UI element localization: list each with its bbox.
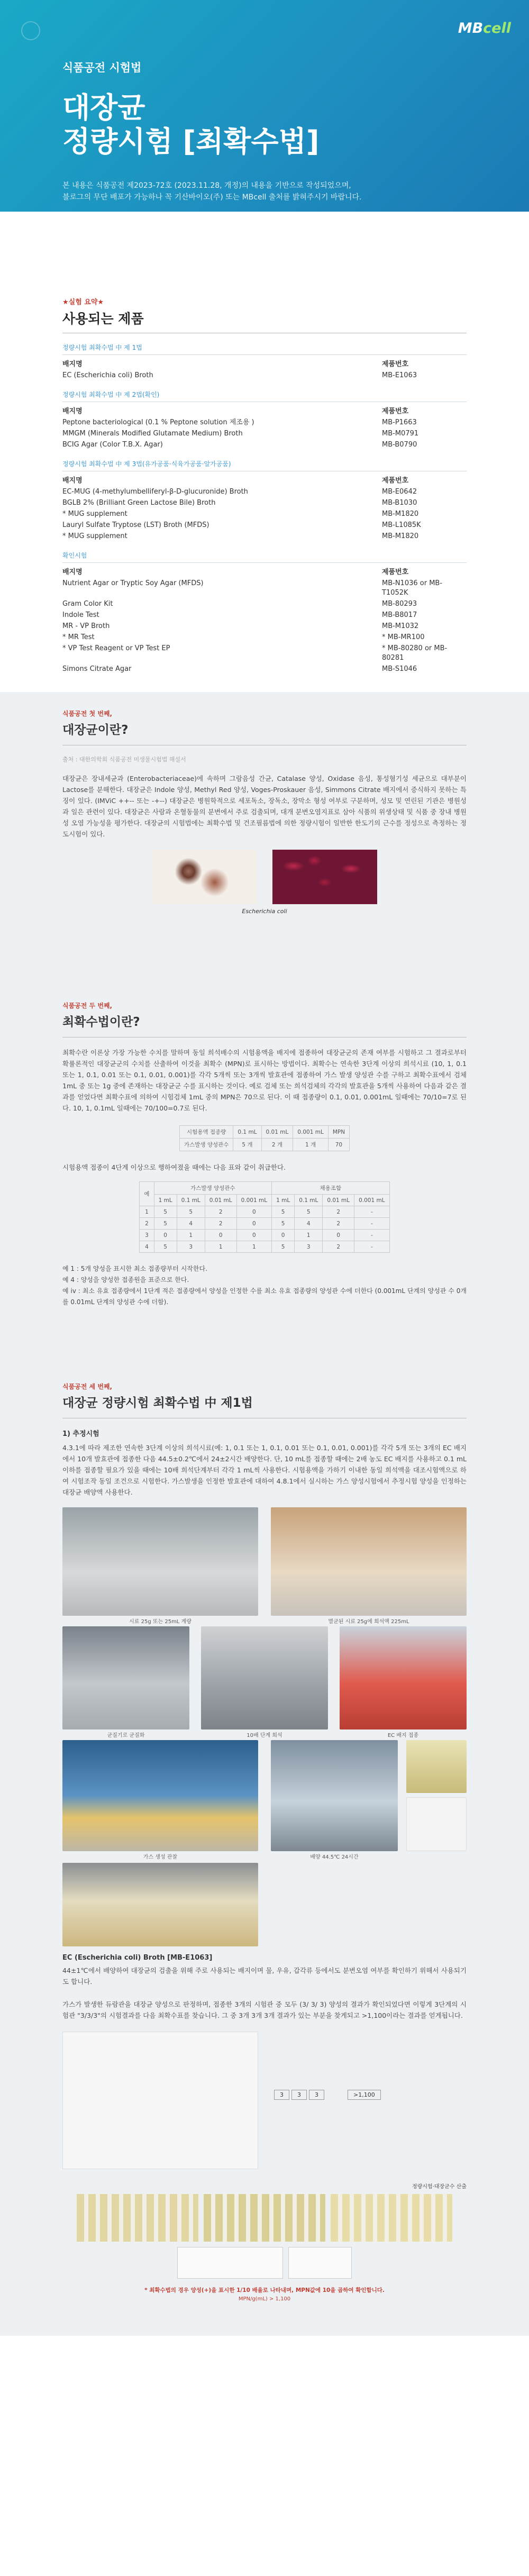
table-cell: - <box>354 1206 389 1218</box>
col-header-medium: 배지명 <box>62 568 83 576</box>
product-name: Indole Test <box>62 611 99 619</box>
s3-kicker: 식품공전 세 번째, <box>62 1383 113 1390</box>
product-name: Gram Color Kit <box>62 600 113 608</box>
table-subheader-cell: 0.1 mL <box>295 1195 323 1206</box>
table-cell: 4 <box>295 1218 323 1230</box>
photo-label: 가스 생성 관찰 <box>143 1854 178 1860</box>
product-name: * MUG supplement <box>62 532 127 540</box>
table-cell: 5 개 <box>233 1139 261 1151</box>
product-name: BGLB 2% (Brilliant Green Lactose Bile) Broth <box>62 499 216 507</box>
table-cell: 0 <box>236 1206 271 1218</box>
product-code: MB-M1820 <box>382 510 419 518</box>
product-name: BCIG Agar (Color T.B.X. Agar) <box>62 441 163 449</box>
product-row <box>62 440 467 450</box>
product-name: * MR Test <box>62 633 95 641</box>
mpn-table-image <box>62 2032 258 2169</box>
procedure-photos <box>62 1507 467 1946</box>
product-name: MMGM (Minerals Modified Glutamate Medium) Broth <box>62 430 243 438</box>
table-cell: 5 <box>272 1218 295 1230</box>
product-row <box>62 521 467 530</box>
table-row <box>140 1206 389 1218</box>
table-cell: 1 <box>295 1230 323 1241</box>
product-code: MB-B8017 <box>382 611 417 619</box>
col-header-code: 제품번호 <box>382 360 409 368</box>
photo-label: 시료 25g 또는 25mL 계량 <box>129 1619 191 1625</box>
photo-label: 멸균된 시료 25g에 희석액 225mL <box>328 1619 409 1625</box>
table-cell: 0 <box>236 1218 271 1230</box>
product-name: MR - VP Broth <box>62 622 110 630</box>
table-cell: - <box>354 1241 389 1253</box>
s3-body2: 가스가 발생한 듀람관을 대장균 양성으로 판정하며, 접종한 3개의 시험관 중 모두 (3/ 3/ 3) 양성의 결과가 확인되었다면 이렇게 3단계의 시험관 "3/3/3"의 시험결과를 다음 최확수표를 찾습니다. 그 중 3개 3개 3개 결과가 있는 부분을 찾게되고 >1,100이라는 결과를 얻게됩니다. <box>62 2000 467 2019</box>
table-subheader-cell: 0.1 mL <box>177 1195 205 1206</box>
table-cell: 2 <box>205 1218 236 1230</box>
table-header-cell: MPN <box>328 1126 349 1139</box>
photo-dilution <box>271 1507 467 1616</box>
summary-table <box>177 2247 283 2279</box>
table-cell: 2 <box>323 1218 354 1230</box>
ecoli-micrograph-image <box>151 849 257 905</box>
product-row <box>62 371 467 380</box>
section-mpn <box>62 1001 467 1308</box>
product-header-row <box>62 476 467 486</box>
table-cell: 1 <box>177 1230 205 1241</box>
ecoli-stain-image <box>272 849 378 905</box>
table-header-cell: 0.01 mL <box>261 1126 293 1139</box>
photo-incubated-tubes <box>62 1863 258 1946</box>
result-tubes <box>62 2194 467 2242</box>
table-header-cell: 시험용액 접종량 <box>179 1126 233 1139</box>
footnote: * 최확수법의 경우 양성(+)을 표시한 1/10 배율로 나타내며, MPN값에 10을 곱하여 확인합니다. <box>144 2287 385 2293</box>
table-cell: - <box>354 1218 389 1230</box>
product-row <box>62 611 467 620</box>
photo-label: 균질기로 균질화 <box>107 1733 145 1738</box>
decorative-circle <box>21 21 40 40</box>
mpn-multi-table <box>139 1181 389 1253</box>
table-header-cell: 0.1 mL <box>233 1126 261 1139</box>
photo-incubator <box>271 1740 398 1851</box>
col-header-code: 제품번호 <box>382 477 409 485</box>
result-cell: 3 <box>291 2090 307 2100</box>
table-header-cell: 가스발생 양성관수 <box>154 1182 272 1195</box>
table-cell: 1 개 <box>293 1139 328 1151</box>
s2-title: 최확수법이란? <box>62 1015 140 1029</box>
col-header-medium: 배지명 <box>62 360 83 368</box>
product-group-heading: 정량시험 최확수법 中 제 3법(유가공품·식육가공품·알가공품) <box>62 459 467 471</box>
tube-caption: 정량시험·대장균수 산출 <box>412 2184 467 2190</box>
s2-body2: 시험용액 접종이 4단계 이상으로 행하여졌을 때에는 다음 표와 같이 취급한다. <box>62 1163 286 1171</box>
s2-notes <box>62 1263 467 1308</box>
product-group-heading: 정량시험 최확수법 中 제 1법 <box>62 343 467 355</box>
note-line: 예 1 : 5개 양성을 표시한 최소 접종량부터 시작한다. <box>62 1265 207 1272</box>
table-cell: 5 <box>295 1206 323 1218</box>
table-cell: 2 <box>205 1206 236 1218</box>
table-cell: 5 <box>272 1206 295 1218</box>
table-cell: 3 <box>140 1230 154 1241</box>
product-code: MB-N1036 or MB-T1052K <box>382 579 443 597</box>
product-header-row <box>62 360 467 369</box>
product-row <box>62 429 467 439</box>
table-subheader-cell: 0.01 mL <box>205 1195 236 1206</box>
table-cell: 0 <box>272 1230 295 1241</box>
table-row <box>140 1230 389 1241</box>
table-subheader-cell: 0.001 mL <box>236 1195 271 1206</box>
product-name: Peptone bacteriological (0.1 % Peptone solution 제조용 ) <box>62 418 254 426</box>
product-row <box>62 665 467 674</box>
product-row <box>62 418 467 427</box>
table-cell: 1 <box>236 1241 271 1253</box>
product-code: MB-80293 <box>382 600 417 608</box>
photo-tube-rack <box>340 1626 467 1730</box>
product-code: MB-M1032 <box>382 622 419 630</box>
table-subheader-cell: 0.01 mL <box>323 1195 354 1206</box>
note-line: 예 4 : 양성을 양성한 접종원을 표준으로 한다. <box>62 1276 189 1284</box>
table-cell: 1 <box>140 1206 154 1218</box>
step-heading: 1) 추정시험 <box>62 1430 99 1438</box>
product-name: * VP Test Reagent or VP Test EP <box>62 644 170 652</box>
table-cell: 5 <box>272 1241 295 1253</box>
product-name: * MUG supplement <box>62 510 127 518</box>
table-cell: 3 <box>177 1241 205 1253</box>
mpn-lookup <box>62 2032 467 2169</box>
table-subheader-cell: 1 mL <box>272 1195 295 1206</box>
hero-banner <box>0 0 529 212</box>
result-cell: 3 <box>274 2090 289 2100</box>
mbcell-logo: MBcell <box>458 20 511 37</box>
hero-description: 본 내용은 식품공전 제2023-72호 (2023.11.28, 개정)의 내용을 기반으로 작성되었으며, 블로그의 무단 배포가 가능하나 꼭 기산바이오(주) 또는 MBcell 출처를 밝혀주시기 바랍니다. <box>62 181 362 202</box>
hero-title: 대장균 정량시험 [최확수법] <box>62 91 320 158</box>
product-group-heading: 정량시험 최확수법 中 제 2법(확인) <box>62 390 467 402</box>
table-cell: 5 <box>154 1206 177 1218</box>
product-group <box>62 551 467 674</box>
product-row <box>62 633 467 642</box>
product-code: MB-E0642 <box>382 488 417 496</box>
products-section <box>0 296 529 674</box>
product-name: EC (Escherichia coli) Broth <box>62 371 153 379</box>
photo-label: 배양 44.5℃ 24시간 <box>310 1854 359 1860</box>
col-header-medium: 배지명 <box>62 407 83 415</box>
table-cell: 2 개 <box>261 1139 293 1151</box>
col-header-medium: 배지명 <box>62 477 83 485</box>
product-code: MB-B1030 <box>382 499 417 507</box>
product-code: MB-S1046 <box>382 665 417 673</box>
content-area <box>0 692 529 2336</box>
table-header-cell: 예 <box>140 1182 154 1206</box>
table-header-cell: 0.001 mL <box>293 1126 328 1139</box>
section-method1 <box>62 1382 467 2302</box>
table-cell: 0 <box>323 1230 354 1241</box>
table-row <box>140 1241 389 1253</box>
product-code: MB-B0790 <box>382 441 417 449</box>
result-mpn: >1,100 <box>348 2090 381 2100</box>
product-code: MB-P1663 <box>382 418 417 426</box>
s1-body: 대장균은 장내세균과 (Enterobacteriaceae)에 속하며 그람음성 간균, Catalase 양성, Oxidase 음성, 통성혐기성 세균으로 대부분이 Lactose를 분해한다. 대장균은 Indole 양성, Methyl Red 양성, Voges-Proskauer 음성, Simmons Citrate 배지에서 증식하지 못하는 특징이 있다. (IMViC ++-- 또는 -+--) 대장균은 병원학적으로 세포독소, 장독소, 장막소 형성 여부로 구분하며, 성모 및 연린된 기관은 병원성과 일은 관련이 있다. 대장균은 사람과 온혈동물의 분변에서 주로 검출되며, 대개 분변오염지표로 삼아 식품의 위생상태 및 식품 중 장내 병원성 오염 가능성을 평가한다. 대장균의 시험법에는 최확수법 및 건조필름법에 의한 정량시험이 일반한 한도기의 근수를 정성으로 측정하는 정도시험이 있다. <box>62 775 467 838</box>
figure-caption: Escherichia coli <box>242 908 287 915</box>
product-header-row <box>62 407 467 416</box>
table-subheader-cell: 1 mL <box>154 1195 177 1206</box>
product-name: Lauryl Sulfate Tryptose (LST) Broth (MFDS) <box>62 521 209 529</box>
product-name: Simons Citrate Agar <box>62 665 132 673</box>
product-code: * MB-80280 or MB-80281 <box>382 644 448 662</box>
tube-row-image <box>331 2194 452 2242</box>
table-cell: 가스발생 양성관수 <box>179 1139 233 1151</box>
hero-category: 식품공전 시험법 <box>62 61 142 74</box>
col-header-code: 제품번호 <box>382 568 409 576</box>
table-cell: 0 <box>205 1230 236 1241</box>
product-row <box>62 622 467 631</box>
table-cell: 1 <box>205 1241 236 1253</box>
photo-tubes-result <box>406 1740 467 1793</box>
table-cell: 4 <box>140 1241 154 1253</box>
product-code: MB-M0791 <box>382 430 419 438</box>
table-cell: 5 <box>154 1218 177 1230</box>
summary-table <box>288 2247 352 2279</box>
product-title: EC (Escherichia coli) Broth [MB-E1063] <box>62 1954 213 1962</box>
table-cell: 0 <box>154 1230 177 1241</box>
photo-stomacher <box>62 1626 189 1730</box>
product-groups <box>62 343 467 674</box>
products-kicker: ★실험 요약★ <box>62 298 104 306</box>
result-summary <box>62 2247 467 2279</box>
product-group <box>62 390 467 450</box>
photo-weighing <box>62 1507 258 1616</box>
table-cell: 5 <box>154 1241 177 1253</box>
table-cell: 2 <box>140 1218 154 1230</box>
table-row <box>140 1218 389 1230</box>
tube-row-image <box>204 2194 325 2242</box>
s3-title: 대장균 정량시험 최확수법 中 제1법 <box>62 1396 253 1410</box>
photo-label: 10배 단계 희석 <box>247 1733 282 1738</box>
table-cell: - <box>354 1230 389 1241</box>
table-cell: 70 <box>328 1139 349 1151</box>
s3-body: 4.3.1에 따라 제조한 연속한 3단계 이상의 희석시료(예: 1, 0.1 또는 1, 0.1, 0.01 또는 0.1, 0.01, 0.001)를 각각 5개 또는 3개의 EC 배지에서 10개 발효관에 접종한 다음 44.5±0.2℃에서 24±2시간 배양한다. 단, 10 mL를 접종할 때에는 2배 농도 EC 배지를 사용하고 0.1 mL 이하를 접종할 필요가 있을 때에는 10배 희석단계부터 각각 1 mL씩 사용한다. 시험용액을 가하기 이내한 동일 희석액을 대조시험액으로 하여 시험조작 동일 조건으로 시험한다. 가스발생을 인정한 발효관에 대하여 4.8.1에서 실시하는 가스 양성시험에서 추정시험 양성을 인정하는 대장균 배양액 사용한다. <box>62 1444 467 1496</box>
col-header-code: 제품번호 <box>382 407 409 415</box>
mpn-result-row <box>274 2090 381 2100</box>
table-header-cell: 채용조합 <box>272 1182 390 1195</box>
product-code: * MB-MR100 <box>382 633 425 641</box>
result-cell: 3 <box>309 2090 324 2100</box>
s1-title: 대장균이란? <box>62 723 129 737</box>
table-cell: 2 <box>323 1206 354 1218</box>
table-cell: 5 <box>177 1206 205 1218</box>
product-row <box>62 487 467 497</box>
product-code: MB-L1085K <box>382 521 421 529</box>
photo-inoculation <box>62 1740 258 1851</box>
mpn-example-table <box>179 1125 350 1151</box>
product-row <box>62 532 467 541</box>
table-cell: 4 <box>177 1218 205 1230</box>
product-header-row <box>62 568 467 577</box>
table-cell: 0 <box>236 1230 271 1241</box>
note-line: 예 iv : 최소 유효 접종량에서 1단계 적은 접종량에서 양성을 인정한 수를 최소 유효 접종량의 양성관 수에 더한다 (0.001mL 단계의 양성관 수 0개를 0.01mL 단계의 양성관 수에 더함). <box>62 1287 467 1306</box>
photo-mpn-chart <box>406 1797 467 1851</box>
footnote-result: MPN/g(mL) > 1,100 <box>238 2296 291 2302</box>
product-group <box>62 343 467 380</box>
product-row <box>62 509 467 519</box>
product-row <box>62 644 467 663</box>
product-row <box>62 498 467 508</box>
tube-row-image <box>77 2194 198 2242</box>
product-group <box>62 459 467 541</box>
product-row <box>62 579 467 598</box>
s1-source-note: 출처 : 대한의학회 식품공전 미생물시험법 해설서 <box>62 756 186 763</box>
s1-kicker: 식품공전 첫 번째, <box>62 710 113 717</box>
s2-kicker: 식품공전 두 번째, <box>62 1002 113 1009</box>
product-name: EC-MUG (4-methylumbelliferyl-β-D-glucuronide) Broth <box>62 488 248 496</box>
photo-label: EC 배지 접종 <box>387 1733 419 1738</box>
table-cell: 3 <box>295 1241 323 1253</box>
product-group-heading: 확인시험 <box>62 551 467 563</box>
products-title: 사용되는 제품 <box>62 311 144 326</box>
product-code: MB-M1820 <box>382 532 419 540</box>
s2-body: 최확수란 이론상 가장 가능한 수치를 말하며 동일 희석배수의 시험용액을 배지에 접종하여 대장균군의 존재 여부를 시험하고 그 결과로부터 확률론적인 대장균군의 수치를 산출하여 이것을 최확수 (MPN)로 표시하는 방법이다. 최확수는 연속한 3단계 이상의 희석시료 (10, 1, 0.1 또는 1, 0.1, 0.01 또는 0.1, 0.01, 0.001)를 각각 5개씩 또는 3개씩 발효관에 접종하여 가스 발생 양성관 수를 구하고 최확수표에서 검체 1mL 중 또는 1g 중에 존재하는 대장균군 수를 표시하는 것이다. 예로 검체 또는 희석검체의 각각의 발효관을 5개씩 사용하여 다음과 같은 결과를 얻었다면 최확수표에 의하여 시험검체 1mL 중의 MPN은 70으로 된다. 이 때 접종량이 0.1, 0.01, 0.001mL 일때에는 70/10=7로 된다. 10, 1, 0.1mL 일때에는 70/100=0.7로 된다. <box>62 1049 467 1112</box>
ecoli-figures <box>62 849 467 905</box>
product-description: 44±1℃에서 배양하여 대장균의 검출을 위해 주로 사용되는 배지이며 물, 우유, 갑각류 등에서도 분변오염 여부를 확인하기 위해서 사용되기도 합니다. <box>62 1967 467 1986</box>
product-code: MB-E1063 <box>382 371 417 379</box>
table-subheader-cell: 0.001 mL <box>354 1195 389 1206</box>
photo-pipetting <box>201 1626 328 1730</box>
table-cell: 2 <box>323 1241 354 1253</box>
product-row <box>62 599 467 609</box>
section-ecoli <box>62 709 467 921</box>
product-name: Nutrient Agar or Tryptic Soy Agar (MFDS) <box>62 579 204 587</box>
